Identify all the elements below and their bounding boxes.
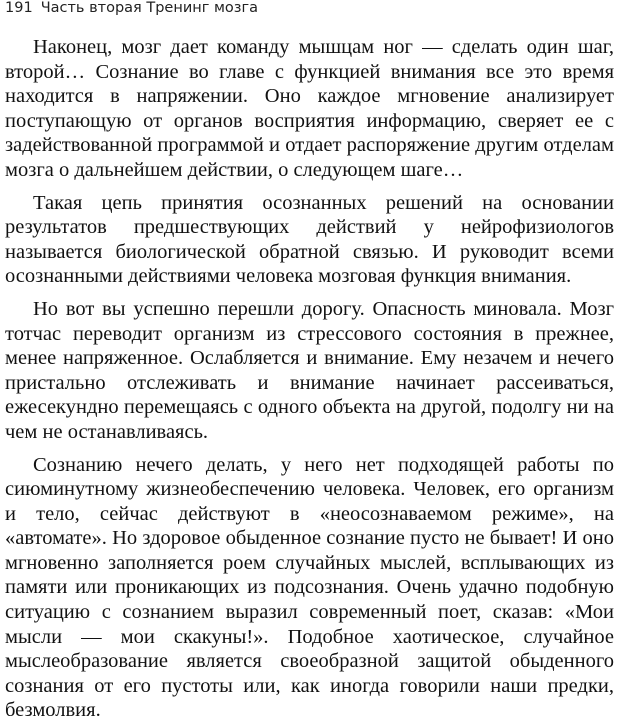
running-header [5,0,614,21]
paragraph: Но вот вы успешно перешли дорогу. Опасность миновала. Мозг тотчас переводит организм из стрессового состояния в прежнее, менее напряженное. Ослабляется и внимание. Ему незачем и нечего пристально отслеживать и внимание начинает рассеиваться, ежесекундно перемещаясь с одного объекта на другой, подолгу ни на чем не останавливаясь. [5,297,614,445]
paragraph: Такая цепь принятия осознанных решений на основании результатов предшествующих действий у нейрофизиологов называется биологической обратной связью. И руководит всеми осознанными действиями человека мозговая функция внимания. [5,191,614,289]
paragraph: Сознанию нечего делать, у него нет подходящей работы по сиюминутному жизнеобеспечению человека. Человек, его организм и тело, сейчас действуют в «неосознаваемом режиме», на «автомате». Но здоровое обыденное сознание пусто не бывает! И оно мгновенно заполняется роем случайных мыслей, всплывающих из памяти или проникающих из подсознания. Очень удачно подобную ситуацию с сознанием выразил современный поет, сказав: «Мои мысли — мои скакуны!». Подобное хаотическое, случайное мыслеобразование является своеобразной защитой обыденного сознания от его пустоты или, как иногда говорили наши предки, безмолвия. [5,453,614,723]
body-text [5,35,614,723]
paragraph: Наконец, мозг дает команду мышцам ног — сделать один шаг, второй… Сознание во главе с функцией внимания все это время находится в напряжении. Оно каждое мгновение анализирует поступающую от органов восприятия информацию, сверяет ее с задействованной программой и отдает распоряжение другим отделам мозга о дальнейшем действии, о следующем шаге… [5,35,614,183]
page-number: 191 [5,0,33,17]
section-title: Часть вторая Тренинг мозга [41,0,258,17]
